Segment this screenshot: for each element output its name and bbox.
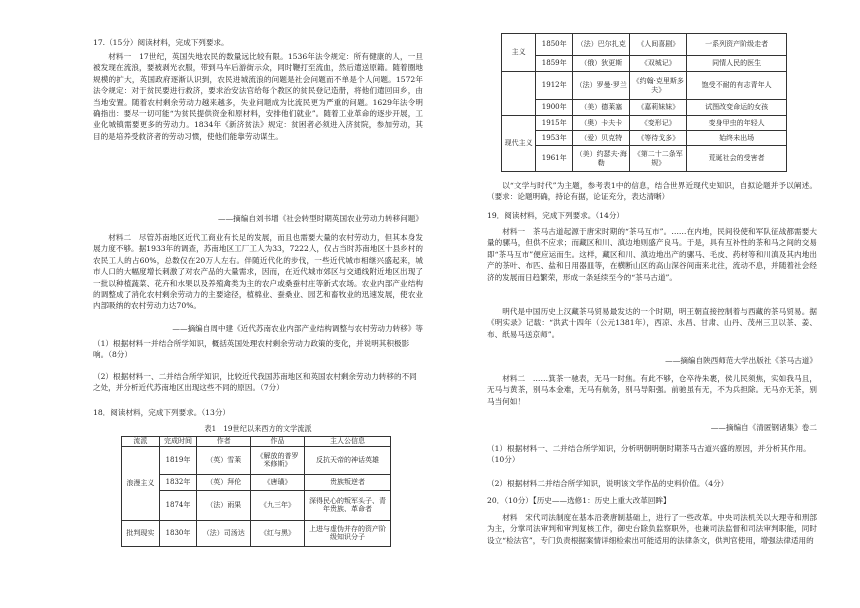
info-cell: 试图改变命运的女孩 xyxy=(687,100,787,116)
year-cell: 1859年 xyxy=(536,56,573,72)
work-cell: 《唐璜》 xyxy=(251,474,305,490)
q17-material-1: 材料一 17世纪，英国失地农民的数量远比较有限。1536年法令规定：所有健康的人，一旦被发现在流浪，要被剥光衣服，带到马车后游街示众，同时鞭打至流血，然后遣送原籍。随着圈地规模的扩大，英国政府逐渐认识到，农民进城流浪的问题是社会问题而不单是个人问题。1572年法令规定：对于贫民要进行救济，要求治安法官给每个教区的贫民登记造册，将他们遣回田乡，由当地安置。随着农村剩余劳动力越来越多，失业问题成为比流民更为严重的问题。1629年法令明确指出：要尽一切可能“为贫民提供资金和原材料，安排他们就业”。随着工业革命的逐步开展，工业化城镇需要更多的劳动力。1834年《新济贫法》规定：贫困者必须进入济贫院，参加劳动，其目的是培养受救济者的劳动习惯，使他们能靠劳动谋生。 xyxy=(93,52,423,141)
header-info: 主人公信息 xyxy=(304,437,390,447)
year-cell: 1830年 xyxy=(159,520,197,546)
author-cell: （法）巴尔扎克 xyxy=(573,34,630,56)
q19-material-2: 材料二 ……箕茶一驰表，无马一时焦。有此不够，仓卒待朱裹，侯儿民须焦，实如我马且，无马与黄茶，别马本金难，无马有航务，别马导阳强。前驰虽有无，不为兵担除。无马亦无茶，别马当何如！ xyxy=(487,374,817,406)
table-row xyxy=(502,56,787,72)
table-row xyxy=(502,72,787,100)
year-cell: 1915年 xyxy=(536,116,573,131)
q19-material-1b: 明代是中国历史上汉藏茶马贸易最发达的一个时期，明王朝直接控制着与西藏的茶马贸易。据《明实录》记载：“洪武十四年（公元1381年），西凉、永昌、甘肃、山丹、茂州三卫以茶、姜、布、纸易马送京师”。 xyxy=(487,307,817,339)
year-cell: 1953年 xyxy=(536,131,573,146)
school-cell: 批判现实 xyxy=(122,520,160,546)
q20-title: 20．（10分）【历史——选修1：历史上重大改革回眸】 xyxy=(487,496,671,505)
table-row xyxy=(122,490,391,520)
q19-question-1: （1）根据材料一、二并结合所学知识，分析明朝明朝时期茶马古道兴盛的原因，并分析其作用。（10分） xyxy=(487,444,811,465)
q18-prompt: 以“文学与时代”为主题，参考表1中的信息，结合世界近现代史知识，自拟论题并予以阐述。（要求：论题明确，持论有据，论证充分，表达清晰） xyxy=(487,181,817,202)
q17-source-2: ——摘编自周中建《近代苏南农业内部产业结构调整与农村劳动力转移》等 xyxy=(172,324,423,333)
header-year: 完成时间 xyxy=(159,437,197,447)
info-cell: 变身甲虫的年轻人 xyxy=(687,116,787,131)
author-cell: （爱）贝克特 xyxy=(573,131,630,146)
work-cell: 《双城记》 xyxy=(630,56,687,72)
table-row xyxy=(502,34,787,56)
header-school: 流派 xyxy=(122,437,160,447)
table-header-row xyxy=(122,437,391,447)
info-cell: 反抗天帝的神话英雄 xyxy=(304,446,390,474)
author-cell: （英）雪莱 xyxy=(197,446,251,474)
q17-material-2: 材料二 尽管苏南地区近代工商业有长足的发展，而且也需要大量的农村劳动力，但其本身发展力度不够。据1933年的调查，苏南地区工厂工人为33，7222人，仅占当时苏南地区十县乡村的农民工人的占60%，总数仅在20万人左右。伴随近代化的步伐，一些近代城市相继兴盛起来，城市人口的大幅度增长刺激了对农产品的大量需求，因而，在近代城市郊区与交通线附近地区出现了一批以种植蔬菜、花卉和水果以及养殖禽类为主的农户或桑蚕村庄等新式农场。农业内部产业结构的调整成了消化农村剩余劳动力的主要途径，植棉业、蚕桑业、园艺和畜牧业的迅速发展，使农业内部吸纳的农村劳动力达70%。 xyxy=(93,233,423,311)
info-cell: 深得民心的叛军头子、青年贵族、革命者 xyxy=(304,490,390,520)
work-cell: 《约翰·克里斯多夫》 xyxy=(630,72,687,100)
school-cell xyxy=(502,72,536,116)
info-cell: 贵族叛逆者 xyxy=(304,474,390,490)
school-cell: 主义 xyxy=(502,34,536,72)
table-row xyxy=(502,100,787,116)
literature-table-part1 xyxy=(121,436,391,547)
school-cell: 现代主义 xyxy=(502,116,536,172)
q19-source-2: ——摘编自《清匿钢诸集》卷二 xyxy=(710,423,817,432)
year-cell: 1961年 xyxy=(536,146,573,172)
q17-question-2: （2）根据材料一、二并结合所学知识，比较近代我国苏南地区和英国农村剩余劳动力转移的不同之处，并分析近代苏南地区出现这些不同的原因。（7分） xyxy=(93,372,417,393)
work-cell: 《九三年》 xyxy=(251,490,305,520)
info-cell: 一系列资产阶级走者 xyxy=(687,34,787,56)
table-row xyxy=(122,520,391,546)
year-cell: 1850年 xyxy=(536,34,573,56)
q17-title: 17.（15分）阅读材料，完成下列要求。 xyxy=(93,38,229,47)
q19-source-1: ——摘编自陕西师范大学出版社《茶马古道》 xyxy=(665,356,817,365)
q18-title: 18．阅读材料，完成下列要求。（13分） xyxy=(93,408,231,417)
year-cell: 1874年 xyxy=(159,490,197,520)
info-cell: 饱受不耐的有志青年人 xyxy=(687,72,787,100)
info-cell: 同情人民的医生 xyxy=(687,56,787,72)
table-caption: 表1 19世纪以来西方的文学流派 xyxy=(204,424,312,433)
q17-source-1: ——摘编自刘书增《社会转型时期英国农业劳动力转移问题》 xyxy=(217,214,423,223)
literature-table-part2 xyxy=(501,33,787,172)
year-cell: 1832年 xyxy=(159,474,197,490)
author-cell: （法）雨果 xyxy=(197,490,251,520)
work-cell: 《等待戈多》 xyxy=(630,131,687,146)
work-cell: 《嘉莉妹妹》 xyxy=(630,100,687,116)
author-cell: （俄）狄更斯 xyxy=(573,56,630,72)
header-work: 作品 xyxy=(251,437,305,447)
q20-material: 材料 宋代司法制度在基本沿袭唐制基础上，进行了一些改革。中央司法机关以大理寺和刑部为主，分掌司法审判和审判复核工作，御史台除负监察职外，也兼司法监督和司法审判职能，同时设立“检法官”，专门负责根据案情详细检索出可能适用的法律条文，供判官使用，增强法律适用的 xyxy=(487,513,817,545)
work-cell: 《第二十二条军规》 xyxy=(630,146,687,172)
work-cell: 《红与黑》 xyxy=(251,520,305,546)
author-cell: （法）司汤达 xyxy=(197,520,251,546)
author-cell: （美）约瑟夫·海勒 xyxy=(573,146,630,172)
table-row xyxy=(502,131,787,146)
work-cell: 《人间喜剧》 xyxy=(630,34,687,56)
table-row xyxy=(502,146,787,172)
table-row xyxy=(122,474,391,490)
info-cell: 上进与虚伪并存的资产阶级知识分子 xyxy=(304,520,390,546)
year-cell: 1819年 xyxy=(159,446,197,474)
author-cell: （美）德莱塞 xyxy=(573,100,630,116)
table-row xyxy=(122,446,391,474)
q19-title: 19．阅读材料，完成下列要求。（14分） xyxy=(487,211,625,220)
school-cell: 浪漫主义 xyxy=(122,446,160,520)
header-author: 作者 xyxy=(197,437,251,447)
year-cell: 1912年 xyxy=(536,72,573,100)
info-cell: 荒诞社会的受害者 xyxy=(687,146,787,172)
info-cell: 始终未出场 xyxy=(687,131,787,146)
author-cell: （英）拜伦 xyxy=(197,474,251,490)
work-cell: 《变形记》 xyxy=(630,116,687,131)
author-cell: （法）罗曼·罗兰 xyxy=(573,72,630,100)
table-row xyxy=(502,116,787,131)
author-cell: （奥）卡夫卡 xyxy=(573,116,630,131)
q17-question-1: （1）根据材料一并结合所学知识，概括英国处理农村剩余劳动力政策的变化，并说明其积极影响。（8分） xyxy=(93,339,410,360)
work-cell: 《解放的普罗米修斯》 xyxy=(251,446,305,474)
year-cell: 1900年 xyxy=(536,100,573,116)
q19-question-2: （2）根据材料二并结合所学知识，说明该文学作品的史料价值。（4分） xyxy=(487,479,729,488)
q19-material-1: 材料一 茶马古道起源于唐宋时期的“茶马互市”。……在内地，民间役使和军队征战都需要大量的骡马，但供不应求；而藏区和川、滇边地则盛产良马。于是，具有互补性的茶和马之间的交易即“茶马互市”便应运而生。这样，藏区和川、滇边地出产的骡马、毛皮、药材等和川滇及其内地出产的茶叶、布匹、盐和日用器皿等，在横断山区的高山深谷间南来北往，流动不息，并随着社会经济的发展而日趋繁荣，形成一条延续至今的“茶马古道”。 xyxy=(487,227,817,282)
